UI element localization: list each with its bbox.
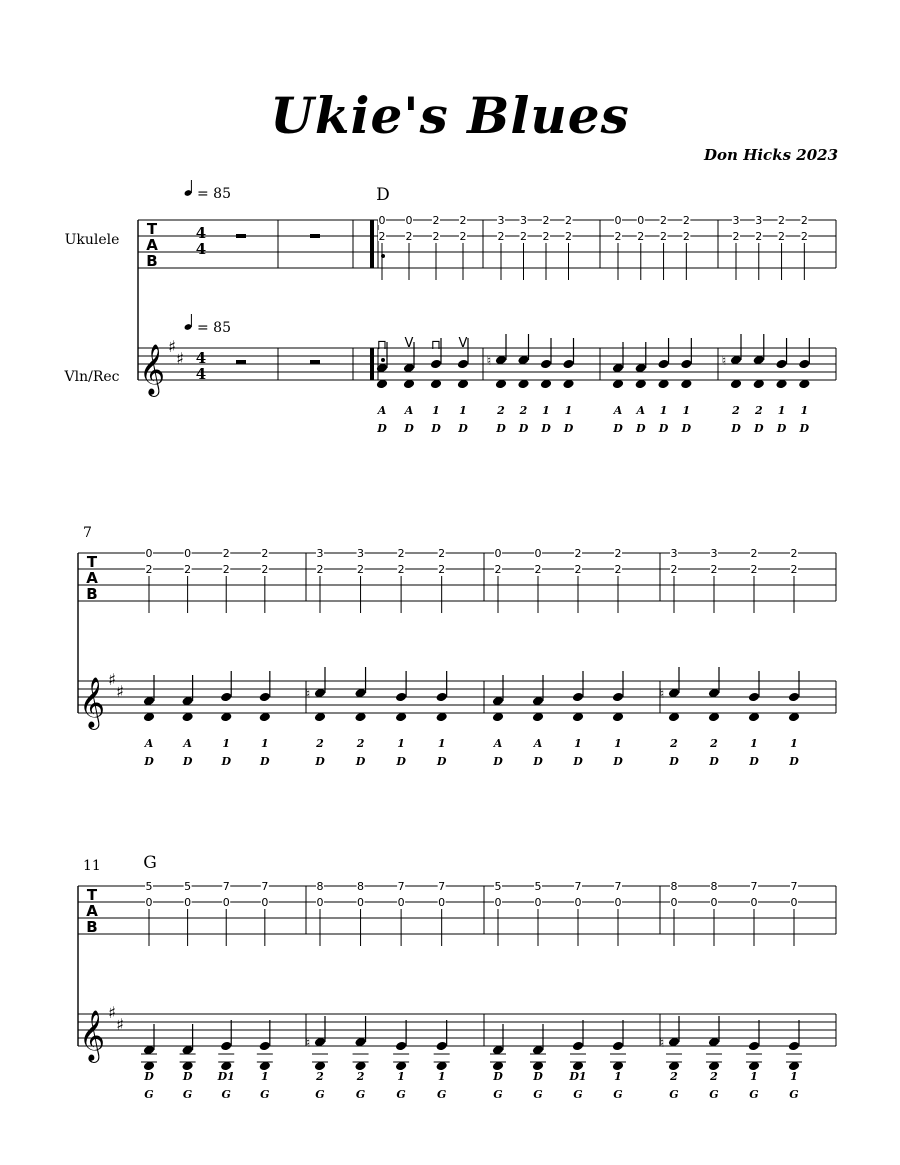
tab-number: 2 (574, 563, 582, 576)
fingering-label: 2 (710, 737, 718, 750)
sharp-icon: ♯ (108, 670, 116, 689)
tab-clef: A (86, 569, 98, 587)
tab-number: 2 (397, 563, 405, 576)
tab-number: 2 (660, 230, 668, 243)
fingering-label: A (377, 404, 387, 417)
note-head (435, 1041, 447, 1052)
fingering-label: 2 (670, 737, 678, 750)
note-head (562, 359, 574, 370)
repeat-thick-bar (370, 348, 374, 380)
note-head (612, 692, 624, 703)
note-head (395, 692, 407, 703)
fingering-label: 1 (437, 1070, 446, 1083)
tab-number: 2 (438, 563, 446, 576)
half-rest-icon (310, 234, 320, 238)
tab-number: 0 (534, 547, 542, 560)
tab-number: 7 (222, 880, 230, 893)
sharp-icon: ♯ (116, 1015, 124, 1034)
tab-number: 2 (800, 214, 808, 227)
fingering-label: D (613, 755, 623, 768)
tab-number: 2 (750, 563, 758, 576)
fingering-label: 1 (261, 737, 269, 750)
fingering-label: 1 (432, 404, 440, 417)
fingering-label: 1 (614, 737, 622, 750)
tab-number: 5 (494, 880, 502, 893)
fingering-label: G (749, 1088, 759, 1101)
tab-number: 8 (710, 880, 718, 893)
down-bow-icon: ⊓ (430, 338, 442, 353)
note-head (457, 359, 469, 370)
fingering-label: D (533, 1070, 543, 1083)
treble-clef-icon: 𝄞 (138, 344, 166, 395)
fingering-label: 2 (732, 404, 740, 417)
fingering-label: G (493, 1088, 503, 1101)
sharp-icon: ♯ (108, 1003, 116, 1022)
tab-number: 3 (357, 547, 365, 560)
tab-number: 5 (534, 880, 542, 893)
fingering-label: G (533, 1088, 543, 1101)
note-head (435, 692, 447, 703)
natural-icon: ♮ (305, 687, 311, 702)
tab-number: 0 (494, 896, 502, 909)
tab-number: 2 (614, 230, 622, 243)
fingering-label: 1 (397, 737, 405, 750)
tab-number: 2 (614, 563, 622, 576)
fingering-label: 2 (356, 1070, 365, 1083)
fingering-label: G (221, 1088, 231, 1101)
fingering-label: 1 (459, 404, 467, 417)
tab-clef: T (86, 886, 98, 904)
fingering-label: G (669, 1088, 679, 1101)
natural-icon: ♮ (659, 687, 665, 702)
note-head (220, 692, 232, 703)
tab-number: 3 (316, 547, 324, 560)
note-head (748, 1041, 760, 1052)
fingering-label: 1 (750, 737, 758, 750)
tab-number: 2 (614, 547, 622, 560)
tab-number: 2 (397, 547, 405, 560)
tab-number: 3 (732, 214, 740, 227)
tab-number: 0 (145, 547, 153, 560)
tab-number: 2 (432, 230, 440, 243)
fingering-label: D (681, 422, 692, 435)
tab-number: 2 (316, 563, 324, 576)
note-head (540, 359, 552, 370)
composer-credit: Don Hicks 2023 (704, 146, 838, 164)
tab-number: 3 (710, 547, 718, 560)
instrument-label-ukulele: Ukulele (64, 232, 120, 248)
tab-number: 0 (614, 214, 622, 227)
fingering-label: D (458, 422, 468, 435)
tab-number: 2 (542, 214, 550, 227)
tab-number: 0 (145, 896, 153, 909)
fingering-label: D (182, 1070, 193, 1083)
sharp-icon: ♯ (168, 337, 176, 356)
tab-number: 2 (357, 563, 365, 576)
fingering-label: D (518, 422, 529, 435)
tempo-marking: = 85 (197, 186, 231, 202)
fingering-label: D (533, 755, 543, 768)
down-bow-icon: ⊓ (376, 338, 388, 353)
fingering-label: A (493, 737, 503, 750)
fingering-label: 1 (222, 737, 231, 750)
note-head (798, 359, 810, 370)
tab-number: 2 (790, 563, 798, 576)
note-head (680, 359, 692, 370)
fingering-label: D (493, 755, 503, 768)
note-head (395, 1041, 407, 1052)
tab-number: 2 (637, 230, 645, 243)
tab-number: 2 (222, 547, 230, 560)
tab-number: 0 (397, 896, 405, 909)
tab-number: 2 (565, 214, 572, 227)
fingering-label: D (636, 422, 646, 435)
fingering-label: 2 (356, 737, 365, 750)
fingering-label: 2 (519, 404, 528, 417)
tab-number: 2 (660, 214, 668, 227)
tab-number: 2 (378, 230, 386, 243)
treble-clef-icon: 𝄞 (78, 1010, 106, 1061)
half-rest-icon (236, 360, 246, 364)
tab-number: 2 (494, 563, 502, 576)
note-head (657, 359, 669, 370)
fingering-label: A (613, 404, 623, 417)
tab-number: 3 (520, 214, 527, 227)
fingering-label: D (731, 422, 741, 435)
measure-number: 11 (83, 858, 101, 874)
chord-symbol: D (376, 185, 390, 205)
fingering-label: D (493, 1070, 503, 1083)
tab-number: 2 (682, 230, 690, 243)
tab-number: 2 (459, 230, 467, 243)
tab-number: 0 (637, 214, 645, 227)
fingering-label: A (144, 737, 154, 750)
tab-number: 2 (750, 547, 758, 560)
tab-number: 0 (534, 896, 542, 909)
tab-number: 2 (184, 563, 192, 576)
note-head (572, 1041, 584, 1052)
natural-icon: ♮ (721, 354, 727, 369)
up-bow-icon: V (404, 336, 414, 351)
tab-number: 5 (145, 880, 153, 893)
fingering-label: A (636, 404, 646, 417)
tab-number: 7 (438, 880, 446, 893)
tab-number: 0 (405, 214, 413, 227)
fingering-label: A (404, 404, 414, 417)
natural-icon: ♮ (305, 1036, 311, 1051)
note-head (259, 692, 271, 703)
natural-icon: ♮ (659, 1036, 665, 1051)
fingering-label: 1 (750, 1070, 758, 1083)
time-signature: 4 (195, 365, 207, 383)
tab-number: 2 (222, 563, 230, 576)
tab-number: 2 (542, 230, 550, 243)
chord-symbol: G (143, 853, 157, 873)
tab-number: 0 (184, 896, 192, 909)
tab-number: 7 (614, 880, 622, 893)
fingering-label: D (709, 755, 719, 768)
tab-number: 2 (790, 547, 798, 560)
tab-number: 8 (316, 880, 324, 893)
fingering-label: D (144, 1070, 154, 1083)
fingering-label: D (789, 755, 799, 768)
tab-number: 2 (574, 547, 582, 560)
tab-number: 7 (397, 880, 405, 893)
fingering-label: G (573, 1088, 583, 1101)
fingering-label: D (355, 755, 366, 768)
fingering-label: G (315, 1088, 325, 1101)
fingering-label: D (144, 755, 154, 768)
tab-clef: B (86, 585, 98, 603)
tab-number: 0 (316, 896, 324, 909)
fingering-label: D (396, 755, 406, 768)
tab-number: 8 (670, 880, 678, 893)
tab-clef: A (86, 902, 98, 920)
fingering-label: D (541, 422, 551, 435)
fingering-label: G (182, 1088, 193, 1101)
fingering-label: 1 (790, 737, 798, 750)
up-bow-icon: V (458, 336, 468, 351)
tab-number: 0 (261, 896, 269, 909)
sharp-icon: ♯ (116, 682, 124, 701)
tab-number: 7 (261, 880, 269, 893)
half-rest-icon (236, 234, 246, 238)
tab-number: 2 (432, 214, 440, 227)
measure-number: 7 (83, 525, 92, 541)
fingering-label: D (799, 422, 810, 435)
tab-number: 2 (778, 230, 786, 243)
note-head (259, 1041, 271, 1052)
instrument-label-violin: Vln/Rec (64, 369, 120, 385)
fingering-label: A (533, 737, 543, 750)
natural-icon: ♮ (486, 354, 492, 369)
tab-number: 2 (565, 230, 572, 243)
tab-number: 8 (357, 880, 365, 893)
tab-number: 2 (145, 563, 153, 576)
time-signature: 4 (195, 349, 207, 367)
note-head (430, 359, 442, 370)
fingering-label: 1 (261, 1070, 269, 1083)
fingering-label: 2 (497, 404, 505, 417)
fingering-label: 1 (790, 1070, 798, 1083)
repeat-dot (381, 358, 385, 362)
fingering-label: D (431, 422, 441, 435)
tab-number: 2 (800, 230, 808, 243)
fingering-label: 1 (800, 404, 809, 417)
fingering-label: G (260, 1088, 270, 1101)
fingering-label: 2 (316, 1070, 324, 1083)
note-head (220, 1041, 232, 1052)
tab-number: 7 (574, 880, 582, 893)
fingering-label: 1 (574, 737, 582, 750)
fingering-label: D (315, 755, 325, 768)
fingering-label: G (355, 1088, 366, 1101)
tab-number: 0 (710, 896, 718, 909)
fingering-label: D (563, 422, 574, 435)
tab-number: 2 (778, 214, 786, 227)
fingering-label: 1 (564, 404, 573, 417)
fingering-label: 2 (710, 1070, 718, 1083)
tab-number: 2 (405, 230, 413, 243)
fingering-label: 1 (397, 1070, 405, 1083)
tab-number: 2 (534, 563, 542, 576)
fingering-label: 1 (542, 404, 550, 417)
tab-number: 2 (459, 214, 467, 227)
tab-number: 5 (184, 880, 192, 893)
tab-number: 2 (682, 214, 690, 227)
tab-number: 2 (438, 547, 446, 560)
tab-clef: T (86, 553, 98, 571)
fingering-label: D1 (217, 1070, 235, 1083)
fingering-label: D (613, 422, 623, 435)
fingering-label: D (776, 422, 787, 435)
fingering-label: G (613, 1088, 623, 1101)
fingering-label: 1 (777, 404, 786, 417)
tab-number: 2 (710, 563, 718, 576)
fingering-label: D (749, 755, 759, 768)
note-head (775, 359, 787, 370)
tab-number: 2 (261, 563, 269, 576)
fingering-label: 2 (670, 1070, 678, 1083)
fingering-label: D (221, 755, 231, 768)
note-head (572, 692, 584, 703)
repeat-thick-bar (370, 220, 374, 268)
tab-clef: B (86, 918, 98, 936)
fingering-label: G (436, 1088, 447, 1101)
tab-number: 2 (732, 230, 740, 243)
tab-number: 2 (755, 230, 763, 243)
tab-number: 0 (357, 896, 365, 909)
fingering-label: D (669, 755, 679, 768)
fingering-label: D (754, 422, 764, 435)
tab-number: 7 (790, 880, 798, 893)
fingering-label: D1 (569, 1070, 587, 1083)
tab-number: 0 (750, 896, 758, 909)
fingering-label: A (183, 737, 192, 750)
fingering-label: D (496, 422, 506, 435)
note-head (788, 692, 800, 703)
fingering-label: 2 (754, 404, 763, 417)
tab-number: 7 (750, 880, 758, 893)
tempo-marking: = 85 (197, 320, 231, 336)
tab-number: 0 (790, 896, 798, 909)
tab-number: 0 (574, 896, 582, 909)
tab-number: 0 (670, 896, 678, 909)
tab-number: 2 (670, 563, 678, 576)
fingering-label: D (377, 422, 387, 435)
tab-clef: A (146, 236, 158, 254)
tab-number: 3 (755, 214, 763, 227)
tab-number: 0 (378, 214, 386, 227)
tab-clef: T (146, 220, 158, 238)
half-rest-icon (310, 360, 320, 364)
treble-clef-icon: 𝄞 (78, 677, 106, 728)
tab-number: 2 (520, 230, 527, 243)
note-head (612, 1041, 624, 1052)
tab-number: 3 (670, 547, 678, 560)
fingering-label: 1 (682, 404, 691, 417)
tab-number: 3 (497, 214, 505, 227)
tab-number: 0 (184, 547, 192, 560)
time-signature: 4 (195, 224, 207, 242)
fingering-label: D (404, 422, 414, 435)
fingering-label: 1 (659, 404, 668, 417)
fingering-label: 1 (437, 737, 446, 750)
fingering-label: 1 (614, 1070, 622, 1083)
fingering-label: 2 (316, 737, 324, 750)
sharp-icon: ♯ (176, 349, 184, 368)
note-head (788, 1041, 800, 1052)
fingering-label: D (182, 755, 193, 768)
fingering-label: D (573, 755, 583, 768)
time-signature: 4 (195, 240, 207, 258)
fingering-label: G (396, 1088, 406, 1101)
fingering-label: G (144, 1088, 154, 1101)
fingering-label: G (789, 1088, 799, 1101)
tab-number: 0 (494, 547, 502, 560)
tab-clef: B (146, 252, 158, 270)
tab-number: 2 (261, 547, 269, 560)
note-head (748, 692, 760, 703)
fingering-label: D (658, 422, 669, 435)
fingering-label: G (709, 1088, 719, 1101)
tab-number: 2 (497, 230, 505, 243)
tab-number: 0 (438, 896, 446, 909)
fingering-label: D (260, 755, 270, 768)
page-title: Ukie's Blues (270, 86, 630, 145)
tab-number: 0 (222, 896, 230, 909)
fingering-label: D (436, 755, 447, 768)
tab-number: 0 (614, 896, 622, 909)
